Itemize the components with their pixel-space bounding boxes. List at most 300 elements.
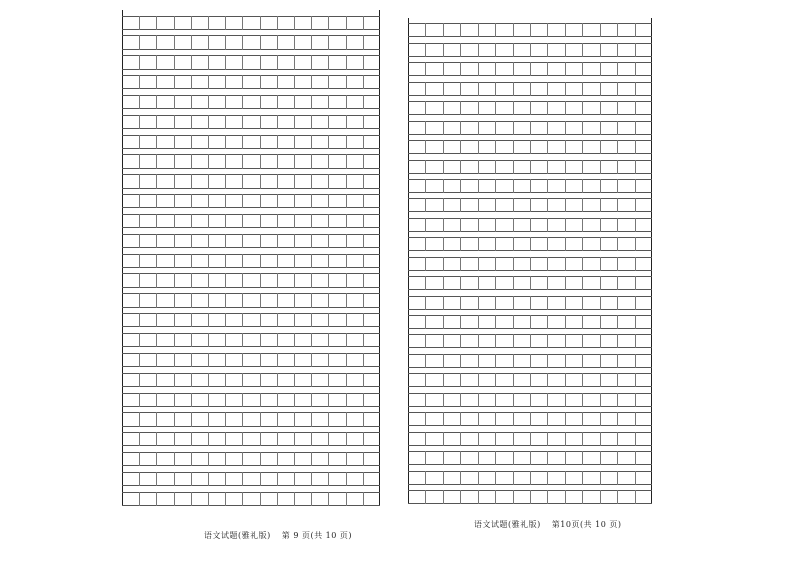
grid-row-line (122, 207, 380, 208)
grid-cell-divider (191, 75, 192, 89)
grid-cell-divider (600, 257, 601, 271)
grid-row[interactable] (122, 35, 380, 49)
grid-cell-divider (513, 82, 514, 96)
grid-cell-divider (277, 313, 278, 327)
grid-cell-divider (242, 16, 243, 30)
grid-row[interactable] (408, 334, 652, 348)
grid-cell-divider (363, 234, 364, 248)
grid-cell-divider (294, 452, 295, 466)
grid-cell-divider (478, 334, 479, 348)
grid-cell-divider (443, 62, 444, 76)
grid-cell-divider (139, 472, 140, 486)
grid-cell-divider (225, 353, 226, 367)
grid-cell-divider (294, 432, 295, 446)
grid-cell-divider (582, 82, 583, 96)
grid-cell-divider (495, 179, 496, 193)
grid-cell-divider (565, 257, 566, 271)
grid-cell-divider (582, 334, 583, 348)
grid-cell-divider (530, 451, 531, 465)
grid-cell-divider (600, 471, 601, 485)
grid-row[interactable] (408, 315, 652, 329)
grid-cell-divider (513, 140, 514, 154)
grid-cell-divider (328, 472, 329, 486)
grid-cell-divider (208, 135, 209, 149)
grid-cell-divider (208, 234, 209, 248)
grid-cell-divider (191, 412, 192, 426)
grid-cell-divider (600, 218, 601, 232)
grid-cell-divider (617, 412, 618, 426)
grid-cell-divider (565, 198, 566, 212)
grid-cell-divider (225, 16, 226, 30)
grid-cell-divider (600, 140, 601, 154)
grid-cell-divider (425, 179, 426, 193)
grid-cell-divider (311, 135, 312, 149)
grid-cell-divider (600, 82, 601, 96)
grid-cell-divider (311, 412, 312, 426)
grid-row[interactable] (122, 55, 380, 69)
grid-row[interactable] (122, 234, 380, 248)
grid-row[interactable] (122, 174, 380, 188)
grid-cell-divider (363, 174, 364, 188)
grid-cell-divider (582, 354, 583, 368)
grid-cell-divider (191, 135, 192, 149)
grid-cell-divider (225, 75, 226, 89)
grid-cell-divider (495, 43, 496, 57)
grid-cell-divider (443, 82, 444, 96)
grid-cell-divider (156, 293, 157, 307)
grid-row[interactable] (408, 23, 652, 37)
grid-cell-divider (617, 334, 618, 348)
grid-cell-divider (460, 23, 461, 37)
grid-row[interactable] (408, 62, 652, 76)
grid-cell-divider (208, 333, 209, 347)
grid-cell-divider (565, 121, 566, 135)
grid-cell-divider (242, 333, 243, 347)
grid-row[interactable] (122, 95, 380, 109)
grid-cell-divider (208, 115, 209, 129)
grid-cell-divider (495, 276, 496, 290)
grid-cell-divider (513, 315, 514, 329)
grid-cell-divider (582, 160, 583, 174)
grid-cell-divider (425, 315, 426, 329)
grid-cell-divider (513, 490, 514, 504)
grid-cell-divider (547, 198, 548, 212)
grid-cell-divider (294, 154, 295, 168)
grid-cell-divider (425, 373, 426, 387)
grid-cell-divider (242, 452, 243, 466)
grid-cell-divider (460, 198, 461, 212)
grid-cell-divider (156, 174, 157, 188)
grid-cell-divider (277, 16, 278, 30)
grid-cell-divider (225, 115, 226, 129)
grid-row-line (122, 154, 380, 155)
grid-cell-divider (191, 293, 192, 307)
grid-row[interactable] (408, 121, 652, 135)
grid-row[interactable] (122, 412, 380, 426)
grid-row[interactable] (122, 492, 380, 506)
grid-cell-divider (582, 276, 583, 290)
grid-row[interactable] (408, 257, 652, 271)
grid-cell-divider (311, 393, 312, 407)
grid-cell-divider (260, 154, 261, 168)
grid-cell-divider (617, 451, 618, 465)
grid-cell-divider (582, 393, 583, 407)
grid-cell-divider (311, 452, 312, 466)
grid-cell-divider (174, 452, 175, 466)
grid-cell-divider (617, 393, 618, 407)
grid-cell-divider (242, 234, 243, 248)
grid-cell-divider (208, 273, 209, 287)
grid-row[interactable] (408, 354, 652, 368)
grid-cell-divider (346, 333, 347, 347)
footer-page-label: 第10页(共 10 页) (551, 520, 622, 529)
grid-cell-divider (513, 43, 514, 57)
grid-cell-divider (277, 35, 278, 49)
grid-cell-divider (600, 23, 601, 37)
grid-cell-divider (363, 135, 364, 149)
grid-cell-divider (208, 313, 209, 327)
grid-cell-divider (547, 121, 548, 135)
grid-row-line (122, 194, 380, 195)
grid-cell-divider (443, 257, 444, 271)
grid-cell-divider (600, 354, 601, 368)
grid-row[interactable] (122, 135, 380, 149)
grid-cell-divider (617, 276, 618, 290)
grid-cell-divider (242, 214, 243, 228)
grid-cell-divider (530, 237, 531, 251)
grid-cell-divider (635, 412, 636, 426)
grid-row[interactable] (122, 293, 380, 307)
grid-cell-divider (242, 293, 243, 307)
grid-cell-divider (139, 95, 140, 109)
grid-cell-divider (443, 276, 444, 290)
grid-row-line (122, 492, 380, 493)
grid-cell-divider (495, 23, 496, 37)
grid-row[interactable] (122, 353, 380, 367)
grid-cell-divider (346, 115, 347, 129)
grid-cell-divider (225, 154, 226, 168)
grid-cell-divider (460, 62, 461, 76)
grid-cell-divider (294, 35, 295, 49)
grid-cell-divider (495, 354, 496, 368)
grid-cell-divider (191, 313, 192, 327)
grid-cell-divider (174, 373, 175, 387)
grid-cell-divider (495, 451, 496, 465)
grid-cell-divider (242, 353, 243, 367)
grid-row[interactable] (408, 140, 652, 154)
grid-cell-divider (277, 115, 278, 129)
grid-cell-divider (425, 354, 426, 368)
grid-cell-divider (600, 412, 601, 426)
grid-cell-divider (191, 115, 192, 129)
grid-cell-divider (156, 214, 157, 228)
grid-cell-divider (139, 234, 140, 248)
grid-cell-divider (139, 492, 140, 506)
grid-cell-divider (478, 296, 479, 310)
grid-cell-divider (460, 121, 461, 135)
grid-cell-divider (311, 174, 312, 188)
grid-cell-divider (156, 154, 157, 168)
grid-cell-divider (582, 451, 583, 465)
grid-cell-divider (600, 160, 601, 174)
grid-cell-divider (225, 373, 226, 387)
grid-cell-divider (311, 273, 312, 287)
grid-cell-divider (547, 432, 548, 446)
grid-cell-divider (547, 237, 548, 251)
grid-cell-divider (139, 194, 140, 208)
grid-cell-divider (225, 492, 226, 506)
grid-cell-divider (346, 95, 347, 109)
grid-row[interactable] (408, 198, 652, 212)
grid-cell-divider (260, 135, 261, 149)
grid-cell-divider (635, 393, 636, 407)
grid-cell-divider (460, 179, 461, 193)
grid-row[interactable] (122, 452, 380, 466)
grid-cell-divider (294, 393, 295, 407)
grid-cell-divider (363, 273, 364, 287)
grid-cell-divider (363, 353, 364, 367)
grid-cell-divider (635, 315, 636, 329)
grid-cell-divider (208, 194, 209, 208)
grid-cell-divider (139, 75, 140, 89)
grid-cell-divider (208, 75, 209, 89)
grid-row[interactable] (122, 313, 380, 327)
grid-cell-divider (156, 313, 157, 327)
grid-row[interactable] (408, 237, 652, 251)
grid-cell-divider (328, 55, 329, 69)
grid-cell-divider (530, 257, 531, 271)
grid-row[interactable] (122, 154, 380, 168)
grid-cell-divider (617, 121, 618, 135)
grid-cell-divider (225, 174, 226, 188)
grid-cell-divider (139, 135, 140, 149)
grid-cell-divider (443, 160, 444, 174)
grid-cell-divider (346, 194, 347, 208)
grid-cell-divider (600, 179, 601, 193)
grid-cell-divider (191, 214, 192, 228)
grid-cell-divider (277, 254, 278, 268)
grid-cell-divider (277, 135, 278, 149)
grid-cell-divider (277, 293, 278, 307)
grid-row[interactable] (122, 115, 380, 129)
grid-cell-divider (277, 333, 278, 347)
grid-cell-divider (311, 432, 312, 446)
grid-row[interactable] (408, 296, 652, 310)
grid-cell-divider (260, 35, 261, 49)
grid-cell-divider (346, 254, 347, 268)
grid-row[interactable] (408, 82, 652, 96)
grid-cell-divider (156, 273, 157, 287)
grid-cell-divider (346, 135, 347, 149)
grid-cell-divider (443, 373, 444, 387)
grid-row[interactable] (122, 393, 380, 407)
grid-row[interactable] (408, 471, 652, 485)
grid-cell-divider (139, 452, 140, 466)
grid-cell-divider (513, 121, 514, 135)
grid-row-line (122, 346, 380, 347)
grid-cell-divider (478, 160, 479, 174)
grid-row-line (122, 445, 380, 446)
grid-row[interactable] (122, 333, 380, 347)
grid-cell-divider (311, 75, 312, 89)
grid-cell-divider (547, 179, 548, 193)
grid-row-line (122, 267, 380, 268)
grid-cell-divider (260, 16, 261, 30)
grid-row-line (122, 307, 380, 308)
grid-cell-divider (139, 393, 140, 407)
grid-cell-divider (225, 194, 226, 208)
grid-row[interactable] (122, 254, 380, 268)
grid-cell-divider (530, 354, 531, 368)
grid-cell-divider (600, 198, 601, 212)
grid-cell-divider (346, 472, 347, 486)
grid-row[interactable] (408, 373, 652, 387)
grid-cell-divider (191, 273, 192, 287)
grid-cell-divider (260, 373, 261, 387)
grid-row[interactable] (408, 101, 652, 115)
grid-cell-divider (600, 237, 601, 251)
grid-row[interactable] (122, 16, 380, 30)
grid-cell-divider (311, 313, 312, 327)
grid-cell-divider (513, 334, 514, 348)
grid-row-line (122, 293, 380, 294)
grid-cell-divider (425, 451, 426, 465)
grid-cell-divider (346, 16, 347, 30)
grid-cell-divider (156, 412, 157, 426)
grid-cell-divider (547, 43, 548, 57)
grid-row-line (122, 326, 380, 327)
grid-row[interactable] (122, 472, 380, 486)
grid-cell-divider (328, 432, 329, 446)
grid-cell-divider (139, 432, 140, 446)
grid-cell-divider (139, 35, 140, 49)
grid-cell-divider (363, 412, 364, 426)
grid-cell-divider (260, 293, 261, 307)
grid-cell-divider (635, 373, 636, 387)
grid-cell-divider (208, 174, 209, 188)
grid-cell-divider (260, 432, 261, 446)
grid-cell-divider (191, 432, 192, 446)
grid-cell-divider (363, 95, 364, 109)
grid-cell-divider (478, 276, 479, 290)
grid-cell-divider (346, 214, 347, 228)
grid-cell-divider (495, 373, 496, 387)
grid-cell-divider (513, 218, 514, 232)
grid-cell-divider (547, 334, 548, 348)
grid-row[interactable] (408, 276, 652, 290)
grid-cell-divider (513, 237, 514, 251)
grid-cell-divider (547, 373, 548, 387)
grid-row[interactable] (122, 214, 380, 228)
grid-cell-divider (600, 121, 601, 135)
grid-cell-divider (617, 257, 618, 271)
grid-cell-divider (346, 293, 347, 307)
grid-cell-divider (478, 471, 479, 485)
grid-row[interactable] (408, 179, 652, 193)
grid-row-line (122, 29, 380, 30)
grid-row[interactable] (408, 43, 652, 57)
grid-cell-divider (363, 35, 364, 49)
grid-row[interactable] (122, 194, 380, 208)
grid-cell-divider (294, 194, 295, 208)
grid-row[interactable] (408, 490, 652, 504)
grid-cell-divider (311, 95, 312, 109)
grid-row[interactable] (408, 218, 652, 232)
grid-cell-divider (139, 55, 140, 69)
grid-row[interactable] (122, 432, 380, 446)
grid-cell-divider (635, 276, 636, 290)
grid-cell-divider (495, 490, 496, 504)
grid-row-line (122, 35, 380, 36)
grid-cell-divider (530, 121, 531, 135)
grid-cell-divider (139, 373, 140, 387)
grid-cell-divider (565, 373, 566, 387)
grid-cell-divider (346, 55, 347, 69)
grid-cell-divider (363, 333, 364, 347)
grid-cell-divider (294, 135, 295, 149)
grid-cell-divider (346, 373, 347, 387)
grid-cell-divider (547, 276, 548, 290)
grid-cell-divider (311, 234, 312, 248)
grid-row-line (122, 333, 380, 334)
grid-cell-divider (191, 174, 192, 188)
grid-cell-divider (617, 62, 618, 76)
grid-row[interactable] (408, 393, 652, 407)
grid-cell-divider (635, 140, 636, 154)
grid-row[interactable] (408, 160, 652, 174)
grid-cell-divider (260, 313, 261, 327)
grid-cell-divider (174, 353, 175, 367)
grid-cell-divider (225, 293, 226, 307)
grid-cell-divider (530, 393, 531, 407)
grid-row[interactable] (122, 373, 380, 387)
grid-cell-divider (495, 296, 496, 310)
grid-cell-divider (617, 82, 618, 96)
grid-row[interactable] (122, 273, 380, 287)
grid-cell-divider (460, 296, 461, 310)
grid-cell-divider (600, 393, 601, 407)
footer-page-label: 第 9 页(共 10 页) (281, 531, 352, 540)
grid-cell-divider (600, 101, 601, 115)
grid-cell-divider (328, 353, 329, 367)
grid-cell-divider (495, 315, 496, 329)
grid-row[interactable] (408, 432, 652, 446)
grid-cell-divider (513, 62, 514, 76)
grid-row[interactable] (408, 451, 652, 465)
grid-cell-divider (530, 276, 531, 290)
grid-cell-divider (443, 334, 444, 348)
grid-cell-divider (582, 315, 583, 329)
grid-row-line (122, 128, 380, 129)
grid-cell-divider (225, 393, 226, 407)
grid-cell-divider (242, 174, 243, 188)
grid-cell-divider (156, 16, 157, 30)
grid-cell-divider (565, 101, 566, 115)
grid-cell-divider (565, 354, 566, 368)
grid-row-line (122, 406, 380, 407)
grid-cell-divider (582, 296, 583, 310)
grid-row-line (122, 16, 380, 17)
grid-cell-divider (530, 334, 531, 348)
grid-cell-divider (600, 451, 601, 465)
grid-cell-divider (174, 254, 175, 268)
grid-cell-divider (242, 95, 243, 109)
grid-cell-divider (547, 82, 548, 96)
grid-cell-divider (582, 62, 583, 76)
grid-row[interactable] (122, 75, 380, 89)
grid-cell-divider (530, 140, 531, 154)
grid-row[interactable] (408, 412, 652, 426)
